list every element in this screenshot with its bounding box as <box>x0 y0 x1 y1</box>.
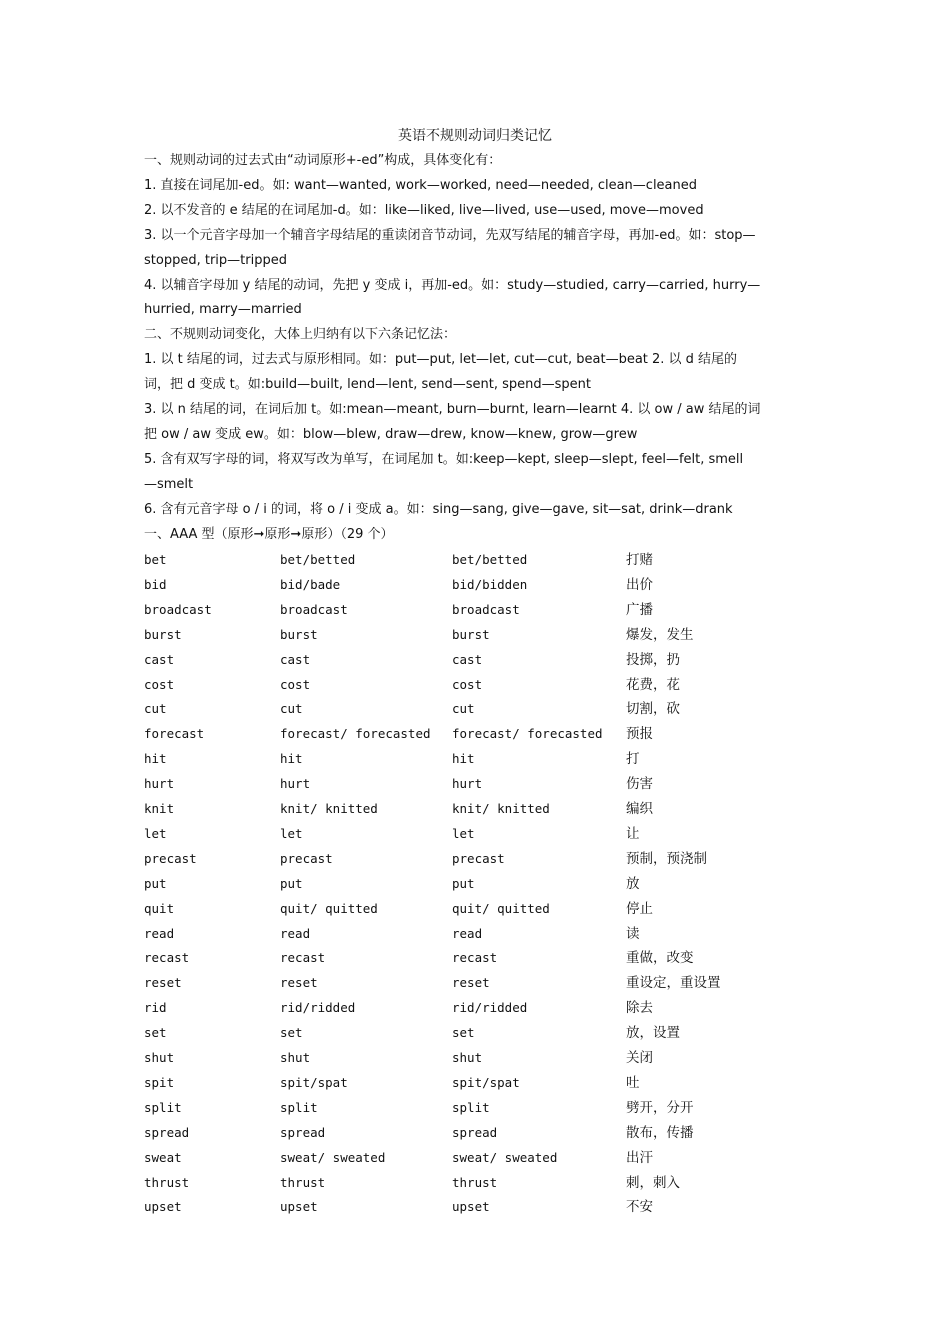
verb-past-tense: bet/betted <box>280 552 356 567</box>
text-line: 一、AAA 型（原形➞原形➞原形）（29 个） <box>144 526 394 542</box>
verb-past-participle: thrust <box>452 1174 498 1190</box>
verb-past-tense: cast <box>280 651 311 667</box>
verb-past-tense: recast <box>280 950 326 966</box>
verb-past-participle: spread <box>452 1124 498 1140</box>
verb-past-participle: upset <box>452 1199 490 1215</box>
verb-past-participle: rid/ridded <box>452 1000 528 1016</box>
verb-meaning: 编织 <box>626 801 653 817</box>
verb-past-participle: set <box>452 1025 475 1041</box>
verb-past-tense: quit/ quitted <box>280 900 378 916</box>
verb-meaning: 散布，传播 <box>626 1124 694 1141</box>
verb-past-participle: recast <box>452 950 498 966</box>
verb-base-form: forecast <box>144 726 205 742</box>
verb-meaning: 让 <box>626 825 640 842</box>
verb-base-form: shut <box>144 1050 175 1065</box>
verb-meaning: 放 <box>626 875 640 892</box>
verb-past-tense: rid/ridded <box>280 1000 356 1016</box>
verb-meaning: 切割，砍 <box>626 701 680 718</box>
verb-base-form: broadcast <box>144 601 212 617</box>
verb-past-tense: cut <box>280 701 303 717</box>
verb-base-form: rid <box>144 1000 167 1016</box>
verb-past-tense: knit/ knitted <box>280 801 378 816</box>
verb-past-tense: split <box>280 1099 318 1115</box>
verb-meaning: 伤害 <box>626 776 653 793</box>
text-line: 5. 含有双写字母的词，将双写改为单写，在词尾加 t。如:keep—kept, sleep—slept, feel—felt, smell <box>144 451 744 467</box>
verb-past-participle: bid/bidden <box>452 576 528 592</box>
verb-meaning: 爆发，发生 <box>626 626 694 643</box>
text-line: 一、规则动词的过去式由“动词原形+-ed”构成，具体变化有： <box>144 153 502 168</box>
verb-past-participle: sweat/ sweated <box>452 1149 558 1165</box>
text-line: 2. 以不发音的 e 结尾的在词尾加-d。如：like—liked, live—lived, use—used, move—moved <box>144 202 704 218</box>
verb-past-participle: knit/ knitted <box>452 801 550 816</box>
verb-base-form: bet <box>144 552 167 567</box>
verb-base-form: set <box>144 1025 167 1041</box>
text-line: 把 ow / aw 变成 ew。如：blow—blew, draw—drew, know—knew, grow—grew <box>144 426 638 442</box>
verb-past-tense: set <box>280 1025 303 1041</box>
text-line: 3. 以 n 结尾的词，在词后加 t。如:mean—meant, burn—burnt, learn—learnt 4. 以 ow / aw 结尾的词 <box>144 402 761 417</box>
verb-meaning: 关闭 <box>626 1050 653 1066</box>
verb-past-participle: burst <box>452 626 490 642</box>
verb-base-form: spit <box>144 1074 175 1090</box>
verb-past-participle: precast <box>452 850 505 866</box>
verb-past-participle: hit <box>452 751 475 767</box>
text-line: 3. 以一个元音字母加一个辅音字母结尾的重读闭音节动词，先双写结尾的辅音字母，再加-ed。如：stop— <box>144 227 756 243</box>
verb-meaning: 除去 <box>626 1000 653 1017</box>
verb-past-participle: read <box>452 925 483 941</box>
verb-base-form: read <box>144 925 175 941</box>
verb-past-tense: upset <box>280 1199 318 1215</box>
verb-past-participle: cut <box>452 701 475 717</box>
verb-past-participle: hurt <box>452 776 483 792</box>
verb-past-tense: shut <box>280 1050 311 1065</box>
verb-base-form: split <box>144 1099 182 1115</box>
verb-past-participle: put <box>452 875 475 891</box>
text-line: hurried, marry—married <box>144 302 302 318</box>
text-line: stopped, trip—tripped <box>144 252 287 268</box>
verb-meaning: 出价 <box>626 576 653 593</box>
verb-past-participle: shut <box>452 1050 483 1065</box>
verb-base-form: knit <box>144 801 175 816</box>
verb-meaning: 放，设置 <box>626 1025 680 1042</box>
verb-meaning: 广播 <box>626 601 653 618</box>
verb-past-tense: spread <box>280 1124 326 1140</box>
verb-past-tense: cost <box>280 676 311 692</box>
text-line: 1. 以 t 结尾的词，过去式与原形相同。如：put—put, let—let, cut—cut, beat—beat 2. 以 d 结尾的 <box>144 352 738 368</box>
verb-past-tense: broadcast <box>280 601 348 617</box>
verb-past-participle: cast <box>452 651 483 667</box>
verb-base-form: quit <box>144 900 175 916</box>
verb-base-form: hurt <box>144 776 175 792</box>
text-line: 4. 以辅音字母加 y 结尾的动词，先把 y 变成 i，再加-ed。如：study—studied, carry—carried, hurry— <box>144 277 761 293</box>
verb-meaning: 打赌 <box>626 552 653 568</box>
verb-past-tense: read <box>280 925 311 941</box>
verb-past-participle: spit/spat <box>452 1074 520 1090</box>
verb-past-tense: bid/bade <box>280 576 341 592</box>
verb-base-form: hit <box>144 751 167 767</box>
verb-base-form: upset <box>144 1199 182 1215</box>
text-line: 6. 含有元音字母 o / i 的词，将 o / i 变成 a。如：sing—sang, give—gave, sit—sat, drink—drank <box>144 501 733 517</box>
verb-meaning: 花费，花 <box>626 676 680 693</box>
verb-base-form: precast <box>144 850 197 866</box>
text-line: 二、不规则动词变化，大体上归纳有以下六条记忆法： <box>144 327 457 343</box>
verb-meaning: 刺，刺入 <box>626 1174 680 1191</box>
verb-base-form: cast <box>144 651 175 667</box>
verb-base-form: cut <box>144 701 167 717</box>
verb-meaning: 预制，预浇制 <box>626 850 707 867</box>
verb-past-tense: hurt <box>280 776 311 792</box>
verb-meaning: 投掷，扔 <box>626 651 680 668</box>
verb-past-tense: put <box>280 875 303 891</box>
verb-base-form: bid <box>144 576 167 592</box>
text-line: 词，把 d 变成 t。如:build—built, lend—lent, send—sent, spend—spent <box>144 377 591 393</box>
verb-base-form: put <box>144 875 167 891</box>
verb-base-form: burst <box>144 626 182 642</box>
verb-meaning: 停止 <box>626 900 653 917</box>
text-line: 1. 直接在词尾加-ed。如: want—wanted, work—worked, need—needed, clean—cleaned <box>144 177 698 193</box>
verb-past-tense: sweat/ sweated <box>280 1149 386 1165</box>
verb-past-tense: hit <box>280 751 303 767</box>
verb-base-form: cost <box>144 676 175 692</box>
verb-past-participle: broadcast <box>452 601 520 617</box>
verb-past-tense: reset <box>280 975 318 991</box>
verb-past-participle: bet/betted <box>452 552 528 567</box>
verb-past-tense: precast <box>280 850 333 866</box>
verb-past-tense: thrust <box>280 1174 326 1190</box>
verb-past-tense: spit/spat <box>280 1074 348 1090</box>
verb-base-form: recast <box>144 950 190 966</box>
verb-base-form: spread <box>144 1124 190 1140</box>
verb-base-form: thrust <box>144 1174 190 1190</box>
verb-past-participle: reset <box>452 975 490 991</box>
verb-past-participle: cost <box>452 676 483 692</box>
verb-past-tense: burst <box>280 626 318 642</box>
document-title: 英语不规则动词归类记忆 <box>398 128 552 144</box>
verb-meaning: 吐 <box>626 1074 640 1091</box>
verb-meaning: 重做，改变 <box>626 950 694 967</box>
text-line: —smelt <box>144 476 194 492</box>
verb-base-form: sweat <box>144 1149 182 1165</box>
verb-past-participle: forecast/ forecasted <box>452 726 603 742</box>
verb-base-form: let <box>144 825 167 841</box>
verb-past-tense: forecast/ forecasted <box>280 726 431 742</box>
verb-meaning: 不安 <box>626 1199 653 1216</box>
verb-base-form: reset <box>144 975 182 991</box>
verb-meaning: 重设定，重设置 <box>626 975 721 992</box>
verb-meaning: 读 <box>626 925 640 942</box>
verb-past-participle: split <box>452 1099 490 1115</box>
verb-past-tense: let <box>280 825 303 841</box>
verb-meaning: 预报 <box>626 726 653 743</box>
verb-meaning: 出汗 <box>626 1149 653 1166</box>
verb-meaning: 打 <box>626 751 640 768</box>
verb-past-participle: let <box>452 825 475 841</box>
verb-past-participle: quit/ quitted <box>452 900 550 916</box>
verb-meaning: 劈开，分开 <box>626 1099 694 1116</box>
